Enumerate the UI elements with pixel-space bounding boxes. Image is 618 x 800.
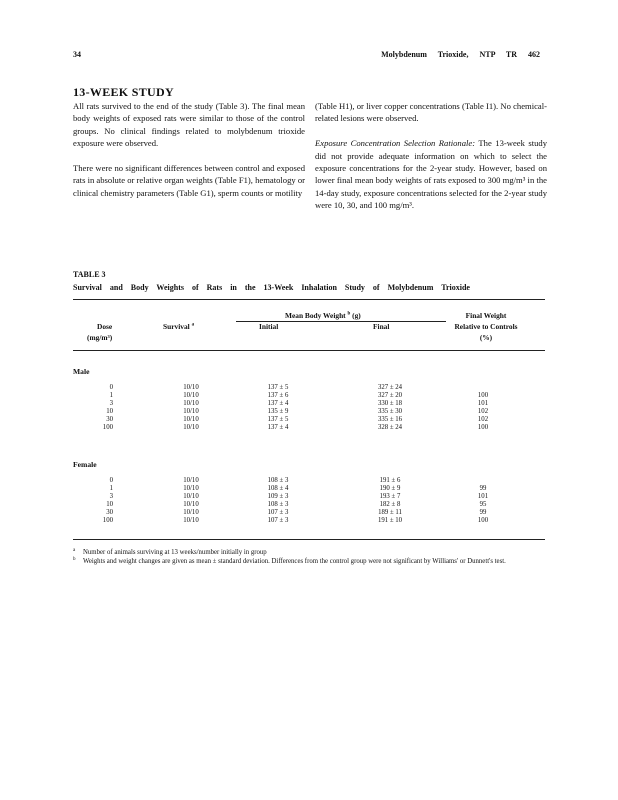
relative-header: Relative to Controls — [454, 322, 518, 331]
rationale-label: Exposure Concentration Selection Rationale: — [315, 138, 476, 149]
table-row: 1 10/10 137 ± 6 327 ± 20 100 — [109, 392, 489, 400]
right-text-column — [315, 100, 547, 224]
table-row: 1 10/10 108 ± 4 190 ± 9 99 — [109, 485, 487, 493]
survival-header: Survival $^a$ — [163, 322, 195, 331]
table-row: 10 10/10 135 ± 9 335 ± 30 102 — [106, 408, 489, 416]
table-top-rule — [73, 299, 545, 300]
section-heading: 13-WEEK STUDY — [73, 85, 174, 99]
table-row: 3 10/10 109 ± 3 193 ± 7 101 — [109, 493, 489, 501]
page-number: 34 — [73, 50, 81, 59]
table-label: TABLE 3 — [73, 270, 106, 279]
left-text-column — [73, 100, 305, 212]
table-row: 10 10/10 108 ± 3 182 ± 8 95 — [106, 501, 487, 509]
initial-header: Initial — [259, 322, 279, 331]
female-rows — [73, 477, 545, 526]
dose-header: Dose — [97, 322, 113, 331]
group-label-female: Female — [73, 460, 97, 469]
rationale-text: The 13-week study did not provide adequate information on which to select the exposure concentrations for the 2-year study. However, based on lower final mean body weights of rats exposed to 300 mg/m³ in the 14-day study, exposure concentrations selected for the 2-year study were 10, 30, and 100 mg/m³. — [315, 138, 547, 211]
table-header-rule — [73, 350, 545, 351]
table-row: 100 10/10 107 ± 3 191 ± 10 100 — [102, 517, 489, 525]
table-row: 0 10/10 137 ± 5 327 ± 24 — [109, 384, 403, 391]
paragraph-rationale — [315, 137, 547, 211]
table-row: 3 10/10 137 ± 4 330 ± 18 101 — [109, 400, 489, 408]
table-row: 100 10/10 137 ± 4 328 ± 24 100 — [102, 424, 489, 432]
mean-body-weight-header: Mean Body Weight $^b$ (g) — [285, 311, 361, 320]
table-row: 0 10/10 108 ± 3 191 ± 6 — [109, 477, 401, 484]
table-footnotes — [73, 548, 545, 566]
table-bottom-rule — [73, 539, 545, 540]
footnote-b: b Weights and weight changes are given as mean ± standard deviation. Differences from the control group were not significant by Williams' or Dunnett's test. — [73, 557, 506, 565]
table-row: 30 10/10 137 ± 5 335 ± 16 102 — [106, 416, 489, 424]
paragraph-copper: (Table H1), or liver copper concentrations (Table I1). No chemical-related lesions were observed. — [315, 101, 547, 124]
percent-header: (%) — [479, 333, 493, 342]
paragraph-organ-weights: There were no significant differences between control and exposed rats in absolute or relative organ weights (Table F1), hematology or clinical chemistry parameters (Table G1), sperm counts or motility — [73, 163, 305, 198]
footnote-a: a Number of animals surviving at 13 weeks/number initially in group — [73, 548, 267, 556]
group-label-male: Male — [73, 367, 90, 376]
final-weight-header: Final Weight — [465, 311, 507, 320]
dose-unit-header: (mg/m³) — [87, 333, 113, 342]
running-title: Molybdenum Trioxide, NTP TR 462 — [381, 50, 540, 59]
final-header: Final — [373, 322, 390, 331]
paragraph-survival: All rats survived to the end of the study (Table 3). The final mean body weights of exposed rats were similar to those of the control groups. No clinical findings related to molybdenum trioxide exposure were observed. — [73, 101, 305, 149]
male-rows — [73, 384, 545, 433]
table-caption: Survival and Body Weights of Rats in the 13-Week Inhalation Study of Molybdenum Trioxide — [73, 283, 470, 292]
table-row: 30 10/10 107 ± 3 189 ± 11 99 — [106, 509, 487, 517]
